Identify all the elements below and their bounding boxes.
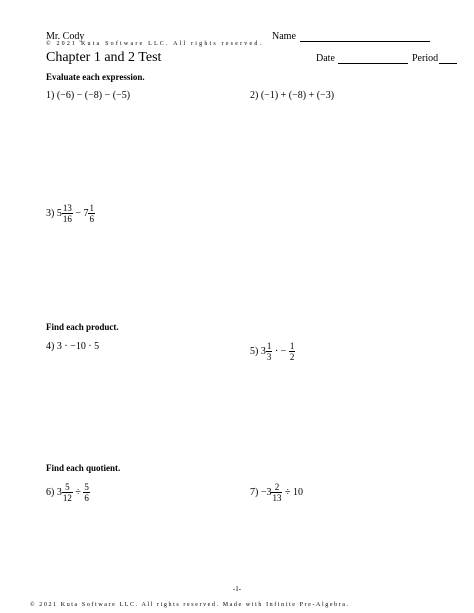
problem-4 bbox=[46, 341, 99, 352]
numerator: 2 bbox=[271, 482, 282, 493]
numerator: 1 bbox=[89, 203, 94, 213]
denominator: 2 bbox=[289, 352, 295, 362]
fraction bbox=[88, 203, 95, 224]
mixed-whole: 3 bbox=[56, 486, 62, 498]
page-number: -1- bbox=[232, 585, 242, 593]
problem-2 bbox=[250, 90, 334, 101]
denominator: 12 bbox=[62, 493, 72, 503]
fraction bbox=[62, 482, 73, 503]
mixed-whole: 5 bbox=[56, 207, 62, 219]
denominator: 3 bbox=[266, 352, 272, 362]
problem-number: 6) bbox=[46, 486, 55, 498]
period-blank-line[interactable] bbox=[439, 63, 457, 64]
denominator: 13 bbox=[272, 493, 282, 503]
instruction-evaluate: Evaluate each expression. bbox=[46, 72, 145, 82]
instruction-quotient: Find each quotient. bbox=[46, 463, 121, 473]
numerator: 5 bbox=[62, 482, 73, 493]
period-label: Period bbox=[412, 53, 439, 64]
problem-1 bbox=[46, 90, 130, 101]
problem-number: 1) bbox=[46, 90, 55, 101]
problem-5 bbox=[250, 341, 295, 362]
operator: · − bbox=[274, 345, 287, 357]
fraction bbox=[83, 482, 90, 503]
denominator: 6 bbox=[89, 214, 94, 224]
fraction bbox=[266, 341, 273, 362]
numerator: 1 bbox=[289, 341, 295, 351]
numerator: 13 bbox=[62, 203, 72, 213]
date-blank-line[interactable] bbox=[338, 63, 408, 64]
problem-3 bbox=[46, 203, 95, 224]
instruction-product: Find each product. bbox=[46, 322, 119, 332]
mixed-whole: 3 bbox=[260, 345, 266, 357]
problem-6 bbox=[46, 482, 90, 503]
numerator: 5 bbox=[84, 482, 89, 492]
problem-expression: (−1) + (−8) + (−3) bbox=[260, 90, 335, 101]
problem-number: 3) bbox=[46, 207, 55, 219]
name-blank-line[interactable] bbox=[300, 41, 430, 42]
mixed-whole: −3 bbox=[260, 486, 272, 498]
problem-7 bbox=[250, 482, 303, 503]
numerator: 1 bbox=[266, 341, 272, 351]
problem-expression: 3 · −10 · 5 bbox=[56, 341, 100, 352]
problem-number: 2) bbox=[250, 90, 259, 101]
fraction bbox=[289, 341, 296, 362]
name-label: Name bbox=[272, 31, 296, 42]
operator: − bbox=[75, 207, 81, 219]
fraction bbox=[62, 203, 73, 224]
operator: ÷ bbox=[75, 486, 81, 498]
teacher-name: Mr. Cody bbox=[46, 31, 85, 42]
date-label: Date bbox=[316, 53, 335, 64]
problem-number: 5) bbox=[250, 345, 259, 357]
copyright-footer: © 2021 Kuta Software LLC. All rights reserved. Made with Infinite Pre-Algebra. bbox=[30, 602, 350, 608]
page-title: Chapter 1 and 2 Test bbox=[46, 50, 162, 65]
copyright-header: © 2021 Kuta Software LLC. All rights reserved. bbox=[46, 41, 264, 47]
denominator: 16 bbox=[62, 214, 72, 224]
operator: ÷ 10 bbox=[284, 486, 303, 498]
problem-number: 7) bbox=[250, 486, 259, 498]
problem-number: 4) bbox=[46, 341, 55, 352]
problem-expression: (−6) − (−8) − (−5) bbox=[56, 90, 131, 101]
denominator: 6 bbox=[84, 493, 89, 503]
fraction bbox=[271, 482, 282, 503]
mixed-whole: 7 bbox=[83, 207, 89, 219]
